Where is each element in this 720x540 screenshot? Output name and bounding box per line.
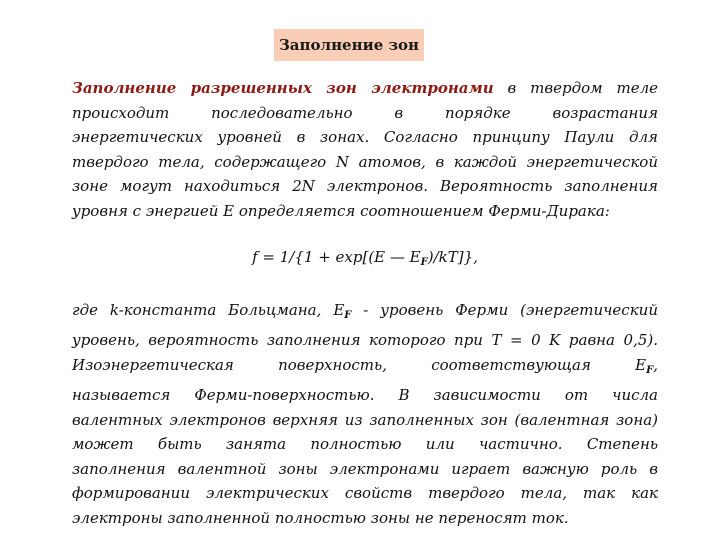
text-line: уровень, вероятность заполнения которого при T = 0 K равна 0,5). xyxy=(72,331,658,349)
formula-part: )/kT]}, xyxy=(427,248,478,266)
text-line: заполнения валентной зоны электронами играет важную роль в xyxy=(72,459,658,478)
text-fragment: в твердом теле xyxy=(493,79,658,97)
text-fragment: - уровень Ферми (энергетический xyxy=(351,300,658,319)
paragraph-explanation xyxy=(72,298,658,531)
text-line: зоне могут находиться 2N электронов. Вероятность заполнения xyxy=(72,177,658,195)
fermi-dirac-formula xyxy=(72,245,658,276)
text-line: формировании электрических свойств твердого тела, так как xyxy=(72,484,658,502)
text-line: происходит последовательно в порядке возрастания xyxy=(72,103,658,122)
text-fragment: , xyxy=(653,355,658,374)
text-line: может быть занята полностью или частично. Степень xyxy=(72,435,658,453)
text-fragment: где k-константа Больцмана, E xyxy=(72,300,345,319)
text-line xyxy=(72,353,658,384)
formula-part: f = 1/{1 + exp[(E — E xyxy=(252,248,421,266)
text-line: твердого тела, содержащего N атомов, в каждой энергетической xyxy=(72,152,658,171)
formula-subscript: F xyxy=(420,257,428,268)
text-line: электроны заполненной полностью зоны не переносят ток. xyxy=(72,508,569,527)
text-line: валентных электронов верхняя из заполненных зон (валентная зона) xyxy=(72,410,658,429)
subscript: F xyxy=(344,309,352,321)
paragraph-intro xyxy=(72,76,658,223)
highlighted-term: Заполнение разрешенных зон электронами xyxy=(72,79,494,97)
text-line xyxy=(72,76,658,101)
subscript: F xyxy=(646,364,654,376)
slide-body xyxy=(72,76,658,530)
text-fragment: Изоэнергетическая поверхность, соответствующая E xyxy=(72,355,647,374)
text-line xyxy=(72,298,658,329)
slide-title: Заполнение зон xyxy=(274,29,424,61)
text-line: уровня с энергией E определяется соотношением Ферми-Дирака: xyxy=(72,201,610,220)
text-line: энергетических уровней в зонах. Согласно принципу Паули для xyxy=(72,128,658,146)
text-line: называется Ферми-поверхностью. В зависимости от числа xyxy=(72,386,658,404)
